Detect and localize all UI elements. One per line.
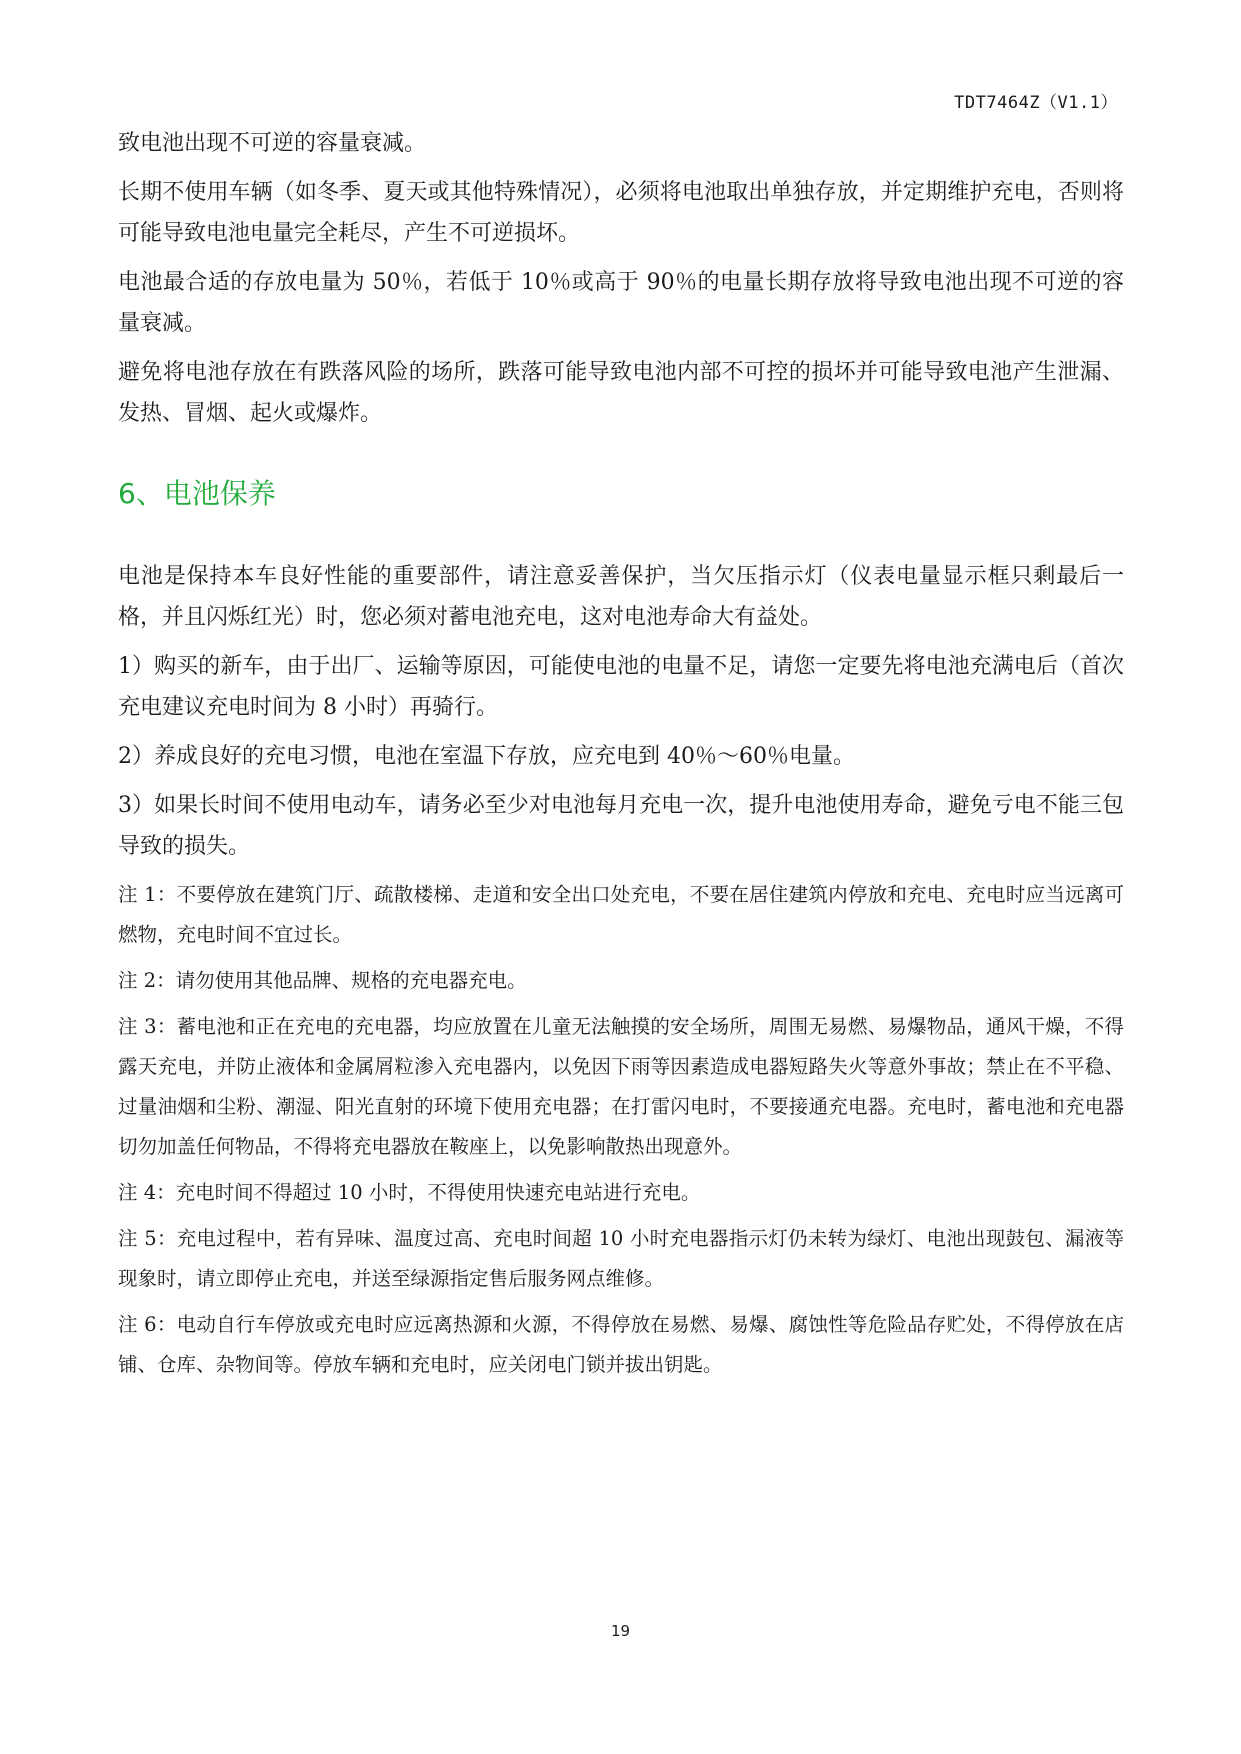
note-item: 注 5：充电过程中，若有异味、温度过高、充电时间超 10 小时充电器指示灯仍未转为绿灯、电池出现鼓包、漏液等现象时，请立即停止充电，并送至绿源指定售后服务网点维修。 xyxy=(118,1227,1124,1290)
intro-paragraph: 长期不使用车辆（如冬季、夏天或其他特殊情况），必须将电池取出单独存放，并定期维护充电，否则将可能导致电池电量完全耗尽，产生不可逆损坏。 xyxy=(118,180,1124,246)
section-paragraph: 电池是保持本车良好性能的重要部件，请注意妥善保护，当欠压指示灯（仪表电量显示框只剩最后一格，并且闪烁红光）时，您必须对蓄电池充电，这对电池寿命大有益处。 xyxy=(118,564,1124,630)
note-item: 注 2：请勿使用其他品牌、规格的充电器充电。 xyxy=(118,969,527,992)
intro-paragraph: 致电池出现不可逆的容量衰减。 xyxy=(118,131,427,156)
note-item: 注 6：电动自行车停放或充电时应远离热源和火源，不得停放在易燃、易爆、腐蚀性等危险品存贮处，不得停放在店铺、仓库、杂物间等。停放车辆和充电时，应关闭电门锁并拔出钥匙。 xyxy=(118,1313,1124,1376)
section-paragraph: 3）如果长时间不使用电动车，请务必至少对电池每月充电一次，提升电池使用寿命，避免亏电不能三包导致的损失。 xyxy=(118,793,1124,859)
document-id: TDT7464Z（V1.1） xyxy=(954,93,1118,113)
section-paragraph: 2）养成良好的充电习惯，电池在室温下存放，应充电到 40％～60％电量。 xyxy=(118,744,855,769)
note-item: 注 3：蓄电池和正在充电的充电器，均应放置在儿童无法触摸的安全场所，周围无易燃、易爆物品，通风干燥，不得露天充电，并防止液体和金属屑粒渗入充电器内，以免因下雨等因素造成电器短路失火等意外事故；禁止在不平稳、过量油烟和尘粉、潮湿、阳光直射的环境下使用充电器；在打雷闪电时，不要接通充电器。充电时，蓄电池和充电器切勿加盖任何物品，不得将充电器放在鞍座上，以免影响散热出现意外。 xyxy=(118,1015,1124,1158)
section-paragraph: 1）购买的新车，由于出厂、运输等原因，可能使电池的电量不足，请您一定要先将电池充满电后（首次充电建议充电时间为 8 小时）再骑行。 xyxy=(118,654,1124,720)
intro-paragraph: 避免将电池存放在有跌落风险的场所，跌落可能导致电池内部不可控的损坏并可能导致电池产生泄漏、发热、冒烟、起火或爆炸。 xyxy=(118,360,1124,426)
note-item: 注 4：充电时间不得超过 10 小时，不得使用快速充电站进行充电。 xyxy=(118,1181,701,1204)
page-content xyxy=(118,123,1124,1391)
note-item: 注 1：不要停放在建筑门厅、疏散楼梯、走道和安全出口处充电，不要在居住建筑内停放和充电、充电时应当远离可燃物，充电时间不宜过长。 xyxy=(118,883,1124,946)
section-title: 6、电池保养 xyxy=(118,477,276,510)
intro-paragraph: 电池最合适的存放电量为 50％，若低于 10％或高于 90％的电量长期存放将导致电池出现不可逆的容量衰减。 xyxy=(118,270,1124,336)
page-number: 19 xyxy=(610,1622,631,1640)
